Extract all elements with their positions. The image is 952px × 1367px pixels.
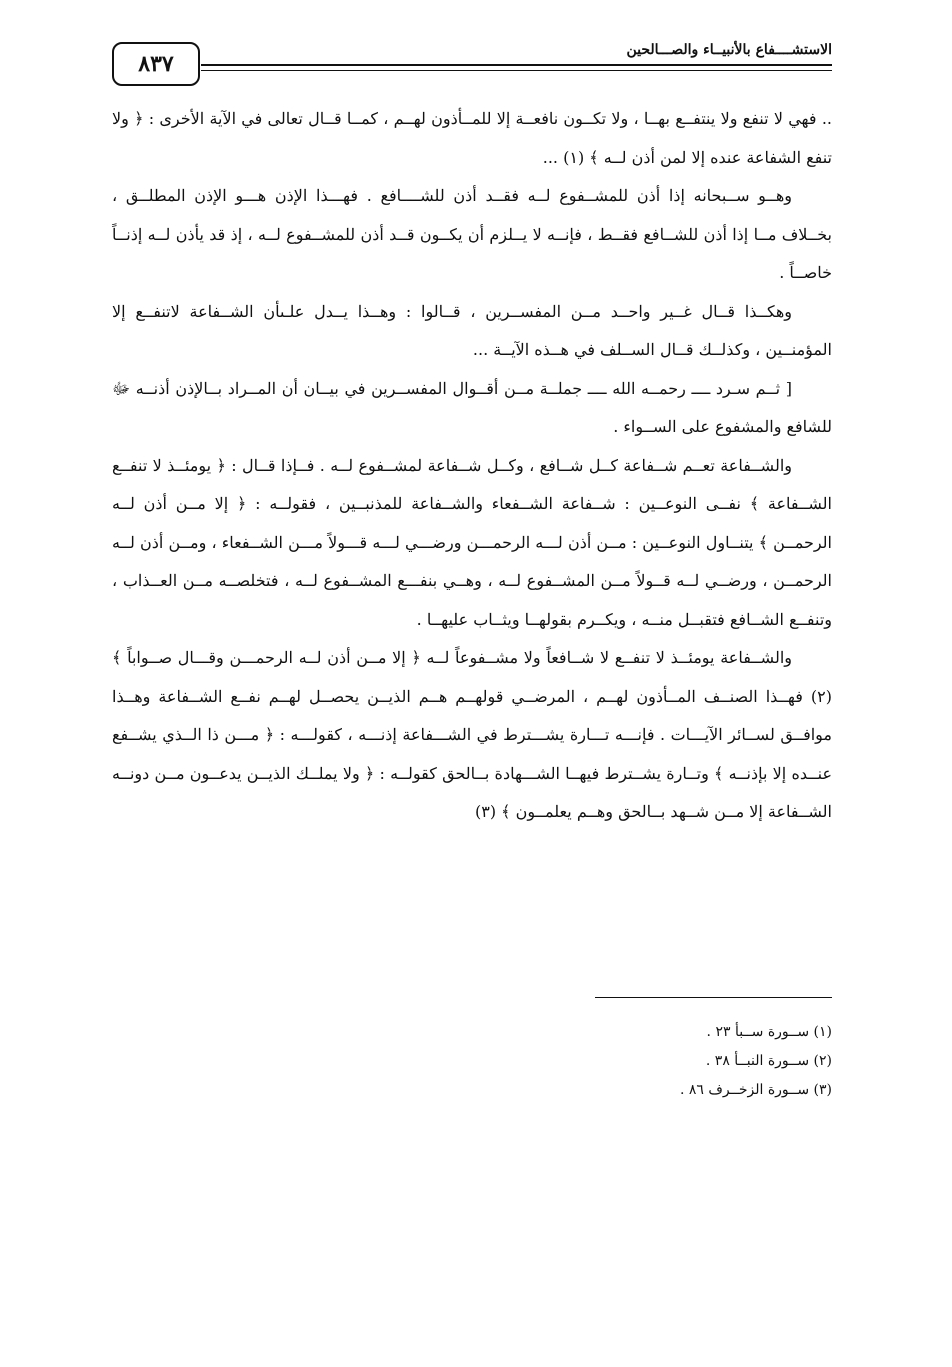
footnote-2: (٢) ســورة النبــأ ٣٨ .	[705, 1053, 832, 1069]
paragraph-3: وهكــذا قــال غــير واحــد مــن المفســرين ، قــالوا : وهــذا يــدل علـىأن الشــفاعة لاتنفــع إلا المؤمنــين ، وكذلــك قــال الســلف في هــذه الآيــة ...	[112, 301, 832, 359]
page-number: ٨٣٧	[138, 51, 174, 77]
footnote-1: (١) ســورة ســبأ ٢٣ .	[706, 1024, 832, 1040]
paragraph-1: .. فهي لا تنفع ولا ينتفــع بهــا ، ولا تكــون نافعــة إلا للمــأذون لهــم ، كمــا قــال تعالى في الآية الأخرى : ﴿ ولا تنفع الشفاعة عنده إلا لمن أذن لــه ﴾ (١) ...	[112, 109, 832, 167]
paragraph-4: [ ثــم سـرد ــــ رحمــه الله ــــ جملــة مــن أقــوال المفســرين في بيــان أن المــراد بــالإذن أذنــه ﷻ للشافع والمشفوع على الســواء .	[112, 378, 832, 436]
page-header	[112, 42, 832, 92]
header-rule-thick	[201, 64, 832, 66]
page-number-box	[112, 42, 200, 86]
footnotes	[432, 1018, 832, 1105]
footnote-3: (٣) ســورة الزخــرف ٨٦ .	[679, 1082, 832, 1098]
header-rule-thin	[201, 70, 832, 71]
running-title: الاستشــــفاع بالأنبيــاء والصـــالحين	[618, 42, 832, 58]
footnote-separator	[595, 997, 832, 998]
paragraph-2: وهــو ســبحانه إذا أذن للمشــفوع لــه فقــد أذن للشــــافع . فهـــذا الإذن هـــو الإذن المطلــق ، بخــلاف مــا إذا أذن للشــافع فقــط ، فإنــه لا يــلزم أن يكــون قــد أذن للمشــفوع لــه ، إذ قد يأذن لــه إذنــاً خاصــاً .	[112, 186, 833, 282]
main-text	[112, 100, 832, 832]
paragraph-6: والشــفاعة يومئــذ لا تنفــع لا شــافعاً ولا مشــفوعاً لــه ﴿ إلا مــن أذن لــه الرحمـــن وقـــال صــواباً ﴾ (٢) فهــذا الصنــف المــأذون لهــم ، المرضــي قولهــم هــم الذيــن يحصــل لهــم نفــع الشــفاعة وهــذا موافــق لســائر الآيـــات . فإنـــه تـــارة يشـــترط في الشـــفاعة إذنـــه ، كقولـــه : ﴿ مـــن ذا الــذي يشــفع عنــده إلا بإذنــه ﴾ وتــارة يشــترط فيهــا الشـــهادة بــالحق كقولــه : ﴿ ولا يملــك الذيــن يدعــون مــن دونــه الشــفاعة إلا مــن شــهد بــالحق وهــم يعلمــون ﴾ (٣)	[112, 648, 832, 821]
paragraph-5: والشــفاعة تعــم شــفاعة كــل شــافع ، وكــل شــفاعة لمشــفوع لــه . فــإذا قــال : ﴿ يومئــذ لا تنفــع الشــفاعة ﴾ نفــى النوعــين : شــفاعة الشــفعاء والشــفاعة للمذنبــين ، فقولــه : ﴿ إلا مــن أذن لــه الرحمــن ﴾ يتنــاول النوعــين : مــن أذن لـــه الرحمـــن ورضـــي لـــه قـــولاً مـــن الشــفعاء ، ومــن أذن لــه الرحمــن ، ورضــي لــه قــولاً مــن المشــفوع لــه ، وهــي بنفـــع المشــفوع لــه ، فتخلصــه مــن العــذاب ، وتنفــع الشــافع فتقبــل منــه ، ويكــرم بقولهــا ويثــاب عليهــا .	[112, 455, 833, 629]
